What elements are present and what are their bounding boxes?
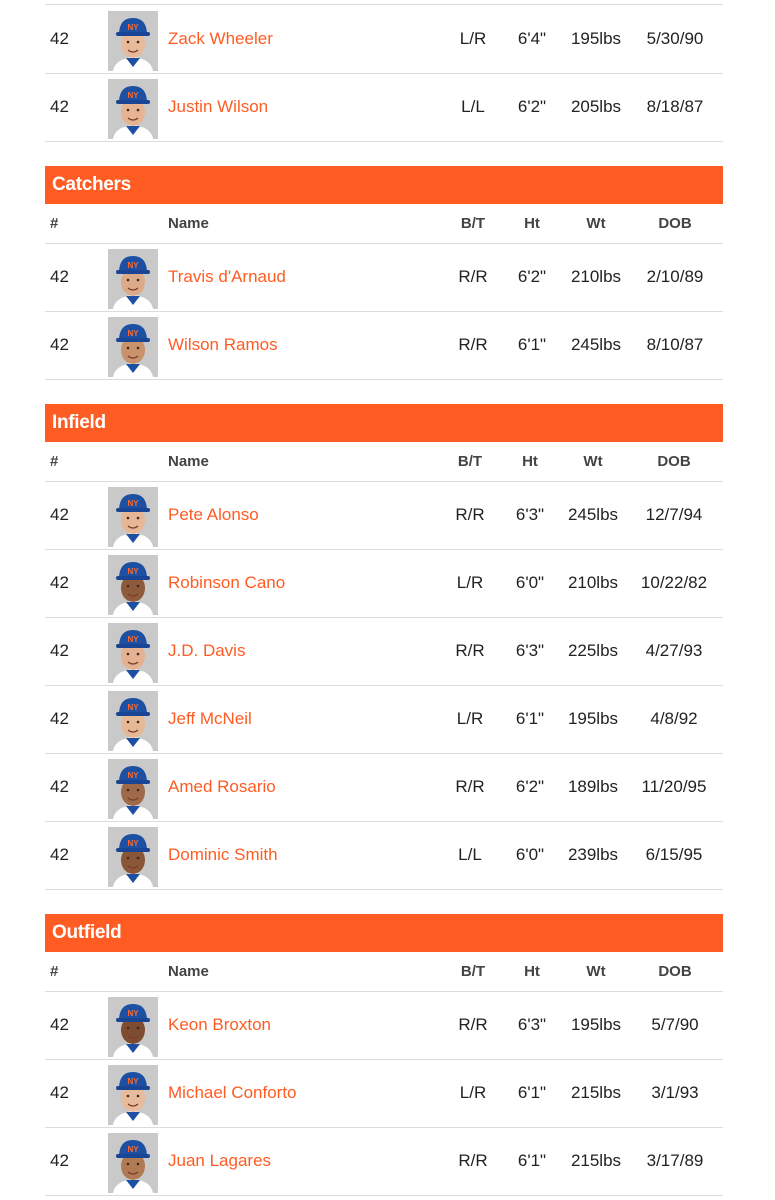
player-headshot bbox=[108, 759, 158, 819]
svg-text:NY: NY bbox=[127, 567, 139, 576]
player-number: 42 bbox=[50, 335, 69, 354]
column-header-name: Name bbox=[168, 963, 209, 980]
player-dob: 4/27/93 bbox=[645, 641, 703, 660]
player-headshot bbox=[108, 11, 158, 71]
player-bats-throws: L/R bbox=[456, 573, 484, 592]
player-name-link[interactable]: J.D. Davis bbox=[168, 641, 246, 660]
player-headshot bbox=[108, 317, 158, 377]
player-headshot bbox=[108, 623, 158, 683]
player-number: 42 bbox=[50, 709, 69, 728]
player-name-link[interactable]: Wilson Ramos bbox=[168, 335, 278, 354]
player-weight: 245lbs bbox=[567, 505, 619, 524]
player-number: 42 bbox=[50, 505, 69, 524]
player-row bbox=[45, 617, 723, 686]
svg-text:NY: NY bbox=[127, 635, 139, 644]
column-header-bt: B/T bbox=[460, 963, 486, 980]
player-row bbox=[45, 549, 723, 618]
player-weight: 239lbs bbox=[567, 845, 619, 864]
player-name-link[interactable]: Pete Alonso bbox=[168, 505, 259, 524]
player-height: 6'1" bbox=[517, 1151, 547, 1170]
player-number: 42 bbox=[50, 97, 69, 116]
section-header-outfield: Outfield bbox=[45, 914, 723, 952]
player-height: 6'2" bbox=[515, 777, 545, 796]
player-number: 42 bbox=[50, 845, 69, 864]
player-weight: 195lbs bbox=[567, 709, 619, 728]
player-weight: 210lbs bbox=[567, 573, 619, 592]
player-headshot bbox=[108, 249, 158, 309]
player-number: 42 bbox=[50, 267, 69, 286]
player-headshot bbox=[108, 691, 158, 751]
player-dob: 8/10/87 bbox=[646, 335, 704, 354]
player-headshot bbox=[108, 1133, 158, 1193]
column-header-name: Name bbox=[168, 453, 209, 470]
column-header-row bbox=[45, 204, 723, 244]
player-name-link[interactable]: Dominic Smith bbox=[168, 845, 278, 864]
svg-text:NY: NY bbox=[127, 499, 139, 508]
player-headshot bbox=[108, 555, 158, 615]
player-weight: 189lbs bbox=[567, 777, 619, 796]
player-height: 6'1" bbox=[517, 335, 547, 354]
player-number: 42 bbox=[50, 29, 69, 48]
column-header-ht: Ht bbox=[524, 963, 540, 980]
player-weight: 210lbs bbox=[570, 267, 622, 286]
column-header-wt: Wt bbox=[586, 215, 606, 232]
column-header-dob: DOB bbox=[657, 453, 691, 470]
player-bats-throws: L/R bbox=[459, 29, 487, 48]
player-name-link[interactable]: Michael Conforto bbox=[168, 1083, 297, 1102]
player-bats-throws: L/L bbox=[458, 845, 482, 864]
player-row bbox=[45, 753, 723, 822]
player-row bbox=[45, 73, 723, 142]
player-height: 6'2" bbox=[517, 97, 547, 116]
player-bats-throws: R/R bbox=[458, 335, 488, 354]
player-row bbox=[45, 243, 723, 312]
player-height: 6'3" bbox=[515, 641, 545, 660]
player-number: 42 bbox=[50, 641, 69, 660]
player-dob: 5/7/90 bbox=[651, 1015, 699, 1034]
player-height: 6'0" bbox=[515, 573, 545, 592]
player-number: 42 bbox=[50, 1083, 69, 1102]
player-name-link[interactable]: Jeff McNeil bbox=[168, 709, 252, 728]
player-bats-throws: R/R bbox=[455, 777, 485, 796]
column-header-number: # bbox=[50, 963, 59, 980]
svg-text:NY: NY bbox=[127, 23, 139, 32]
svg-text:NY: NY bbox=[127, 1009, 139, 1018]
svg-text:NY: NY bbox=[127, 329, 139, 338]
player-height: 6'3" bbox=[515, 505, 545, 524]
player-height: 6'2" bbox=[517, 267, 547, 286]
player-number: 42 bbox=[50, 1151, 69, 1170]
player-dob: 3/17/89 bbox=[646, 1151, 704, 1170]
player-height: 6'1" bbox=[515, 709, 545, 728]
player-headshot bbox=[108, 997, 158, 1057]
player-headshot bbox=[108, 79, 158, 139]
column-header-dob: DOB bbox=[658, 963, 692, 980]
svg-text:NY: NY bbox=[127, 91, 139, 100]
player-bats-throws: L/R bbox=[459, 1083, 487, 1102]
player-headshot bbox=[108, 487, 158, 547]
player-headshot bbox=[108, 827, 158, 887]
player-row bbox=[45, 311, 723, 380]
column-header-wt: Wt bbox=[586, 963, 606, 980]
section-header-infield: Infield bbox=[45, 404, 723, 442]
player-weight: 225lbs bbox=[567, 641, 619, 660]
player-weight: 195lbs bbox=[570, 29, 622, 48]
player-row bbox=[45, 991, 723, 1060]
player-dob: 10/22/82 bbox=[640, 573, 708, 592]
column-header-number: # bbox=[50, 453, 59, 470]
player-dob: 4/8/92 bbox=[650, 709, 698, 728]
player-row bbox=[45, 1059, 723, 1128]
player-weight: 195lbs bbox=[570, 1015, 622, 1034]
player-dob: 2/10/89 bbox=[646, 267, 704, 286]
section-header-catchers: Catchers bbox=[45, 166, 723, 204]
player-dob: 5/30/90 bbox=[646, 29, 704, 48]
column-header-wt: Wt bbox=[583, 453, 603, 470]
player-name-link[interactable]: Robinson Cano bbox=[168, 573, 286, 592]
player-bats-throws: R/R bbox=[455, 505, 485, 524]
column-header-number: # bbox=[50, 215, 59, 232]
player-number: 42 bbox=[50, 777, 69, 796]
player-name-link[interactable]: Amed Rosario bbox=[168, 777, 276, 796]
player-row bbox=[45, 821, 723, 890]
svg-text:NY: NY bbox=[127, 1077, 139, 1086]
player-bats-throws: R/R bbox=[455, 641, 485, 660]
player-name-link[interactable]: Justin Wilson bbox=[168, 97, 269, 116]
player-number: 42 bbox=[50, 1015, 69, 1034]
player-dob: 11/20/95 bbox=[641, 777, 707, 796]
player-dob: 8/18/87 bbox=[646, 97, 704, 116]
svg-text:NY: NY bbox=[127, 839, 139, 848]
svg-text:NY: NY bbox=[127, 771, 139, 780]
player-dob: 3/1/93 bbox=[651, 1083, 699, 1102]
player-bats-throws: R/R bbox=[458, 267, 488, 286]
column-header-row bbox=[45, 952, 723, 992]
column-header-bt: B/T bbox=[457, 453, 483, 470]
player-headshot bbox=[108, 1065, 158, 1125]
player-weight: 215lbs bbox=[570, 1151, 622, 1170]
column-header-ht: Ht bbox=[522, 453, 538, 470]
player-name-link[interactable]: Juan Lagares bbox=[168, 1151, 272, 1170]
player-number: 42 bbox=[50, 573, 69, 592]
column-header-ht: Ht bbox=[524, 215, 540, 232]
player-bats-throws: L/L bbox=[461, 97, 485, 116]
player-row bbox=[45, 481, 723, 550]
player-bats-throws: R/R bbox=[458, 1015, 488, 1034]
column-header-bt: B/T bbox=[460, 215, 486, 232]
player-dob: 6/15/95 bbox=[645, 845, 703, 864]
player-dob: 12/7/94 bbox=[645, 505, 703, 524]
svg-text:NY: NY bbox=[127, 261, 139, 270]
player-bats-throws: L/R bbox=[456, 709, 484, 728]
player-row bbox=[45, 685, 723, 754]
player-weight: 245lbs bbox=[570, 335, 622, 354]
svg-text:NY: NY bbox=[127, 703, 139, 712]
player-row bbox=[45, 5, 723, 74]
player-height: 6'4" bbox=[517, 29, 547, 48]
player-name-link[interactable]: Keon Broxton bbox=[168, 1015, 272, 1034]
player-height: 6'0" bbox=[515, 845, 545, 864]
column-header-dob: DOB bbox=[658, 215, 692, 232]
player-name-link[interactable]: Travis d'Arnaud bbox=[168, 267, 286, 286]
player-row bbox=[45, 1127, 723, 1196]
player-height: 6'3" bbox=[517, 1015, 547, 1034]
player-weight: 205lbs bbox=[570, 97, 622, 116]
player-height: 6'1" bbox=[517, 1083, 547, 1102]
player-weight: 215lbs bbox=[570, 1083, 622, 1102]
player-bats-throws: R/R bbox=[458, 1151, 488, 1170]
column-header-row bbox=[45, 442, 723, 482]
svg-text:NY: NY bbox=[127, 1145, 139, 1154]
column-header-name: Name bbox=[168, 215, 209, 232]
player-name-link[interactable]: Zack Wheeler bbox=[168, 29, 273, 48]
